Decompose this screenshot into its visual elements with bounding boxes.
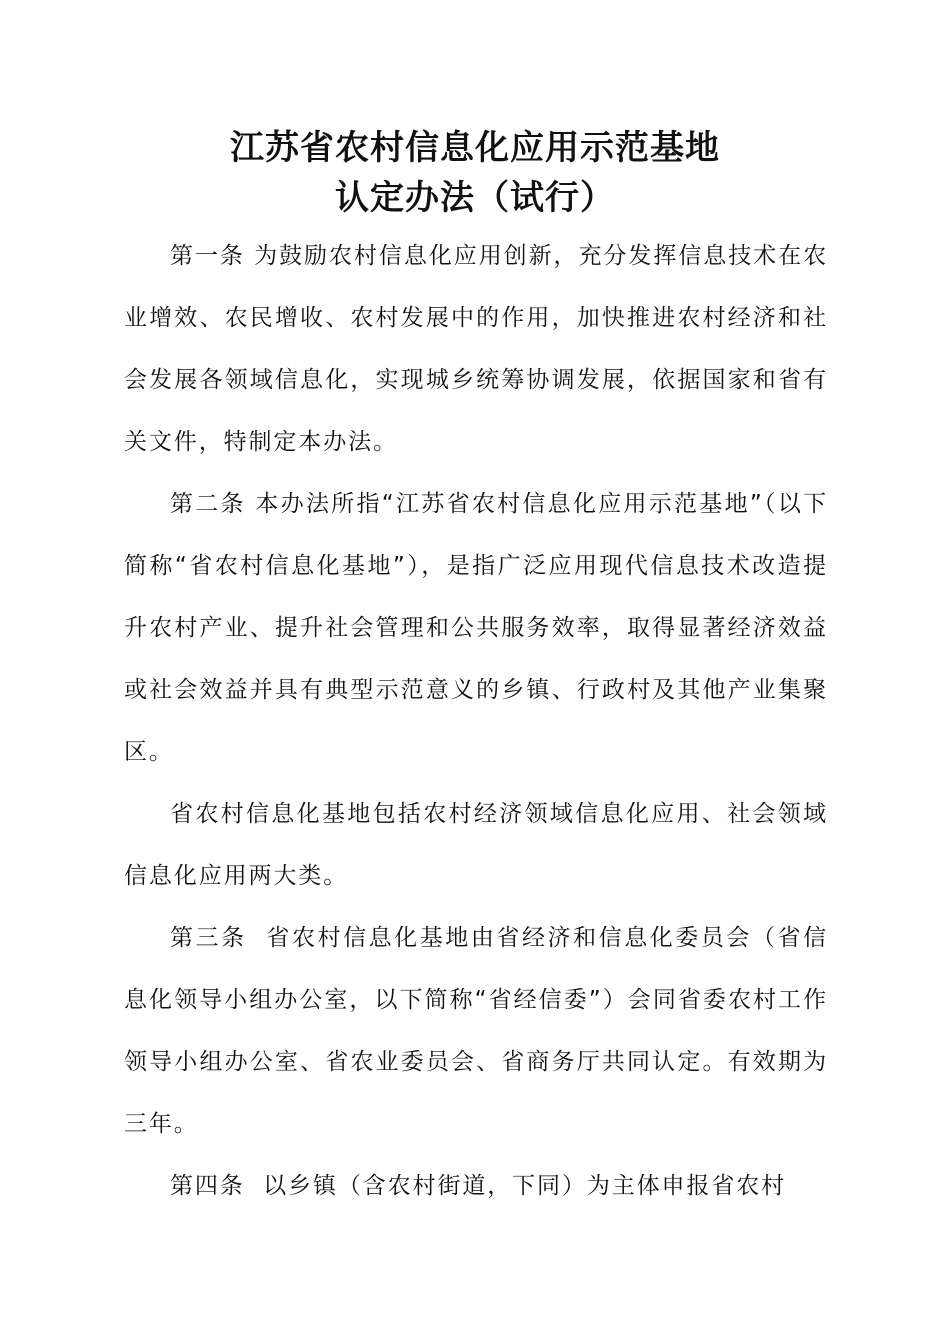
article-text: 为鼓励农村信息化应用创新，充分发挥信息技术在农业增效、农民增收、农村发展中的作用，加快推进农村经济和社会发展各领域信息化，实现城乡统筹协调发展，依据国家和省有关文件，特制定本办法。: [124, 243, 828, 455]
article-label: 第四条: [170, 1173, 264, 1199]
document-body: [124, 225, 828, 1217]
article-2-paragraph: [124, 473, 828, 783]
article-text: 省农村信息化基地由省经济和信息化委员会（省信息化领导小组办公室，以下简称“省经信委”）会同省委农村工作领导小组办公室、省农业委员会、省商务厅共同认定。有效期为三年。: [124, 925, 828, 1137]
document-title-line2: 认定办法（试行）: [335, 178, 615, 218]
article-label: 第一条: [170, 243, 255, 269]
article-2-continuation-paragraph: [124, 783, 828, 907]
article-3-paragraph: [124, 907, 828, 1155]
article-text: 以乡镇（含农村街道，下同）为主体申报省农村: [263, 1173, 787, 1199]
article-text: 本办法所指“江苏省农村信息化应用示范基地”（以下简称“省农村信息化基地”），是指广泛应用现代信息技术改造提升农村产业、提升社会管理和公共服务效率，取得显著经济效益或社会效益并具有典型示范意义的乡镇、行政村及其他产业集聚区。: [124, 491, 828, 765]
article-label: 第二条: [170, 491, 256, 517]
document-title-line1: 江苏省农村信息化应用示范基地: [230, 128, 720, 168]
article-text: 省农村信息化基地包括农村经济领域信息化应用、社会领域信息化应用两大类。: [124, 801, 828, 889]
article-4-paragraph: [124, 1155, 828, 1217]
article-1-paragraph: [124, 225, 828, 473]
article-label: 第三条: [170, 925, 267, 951]
